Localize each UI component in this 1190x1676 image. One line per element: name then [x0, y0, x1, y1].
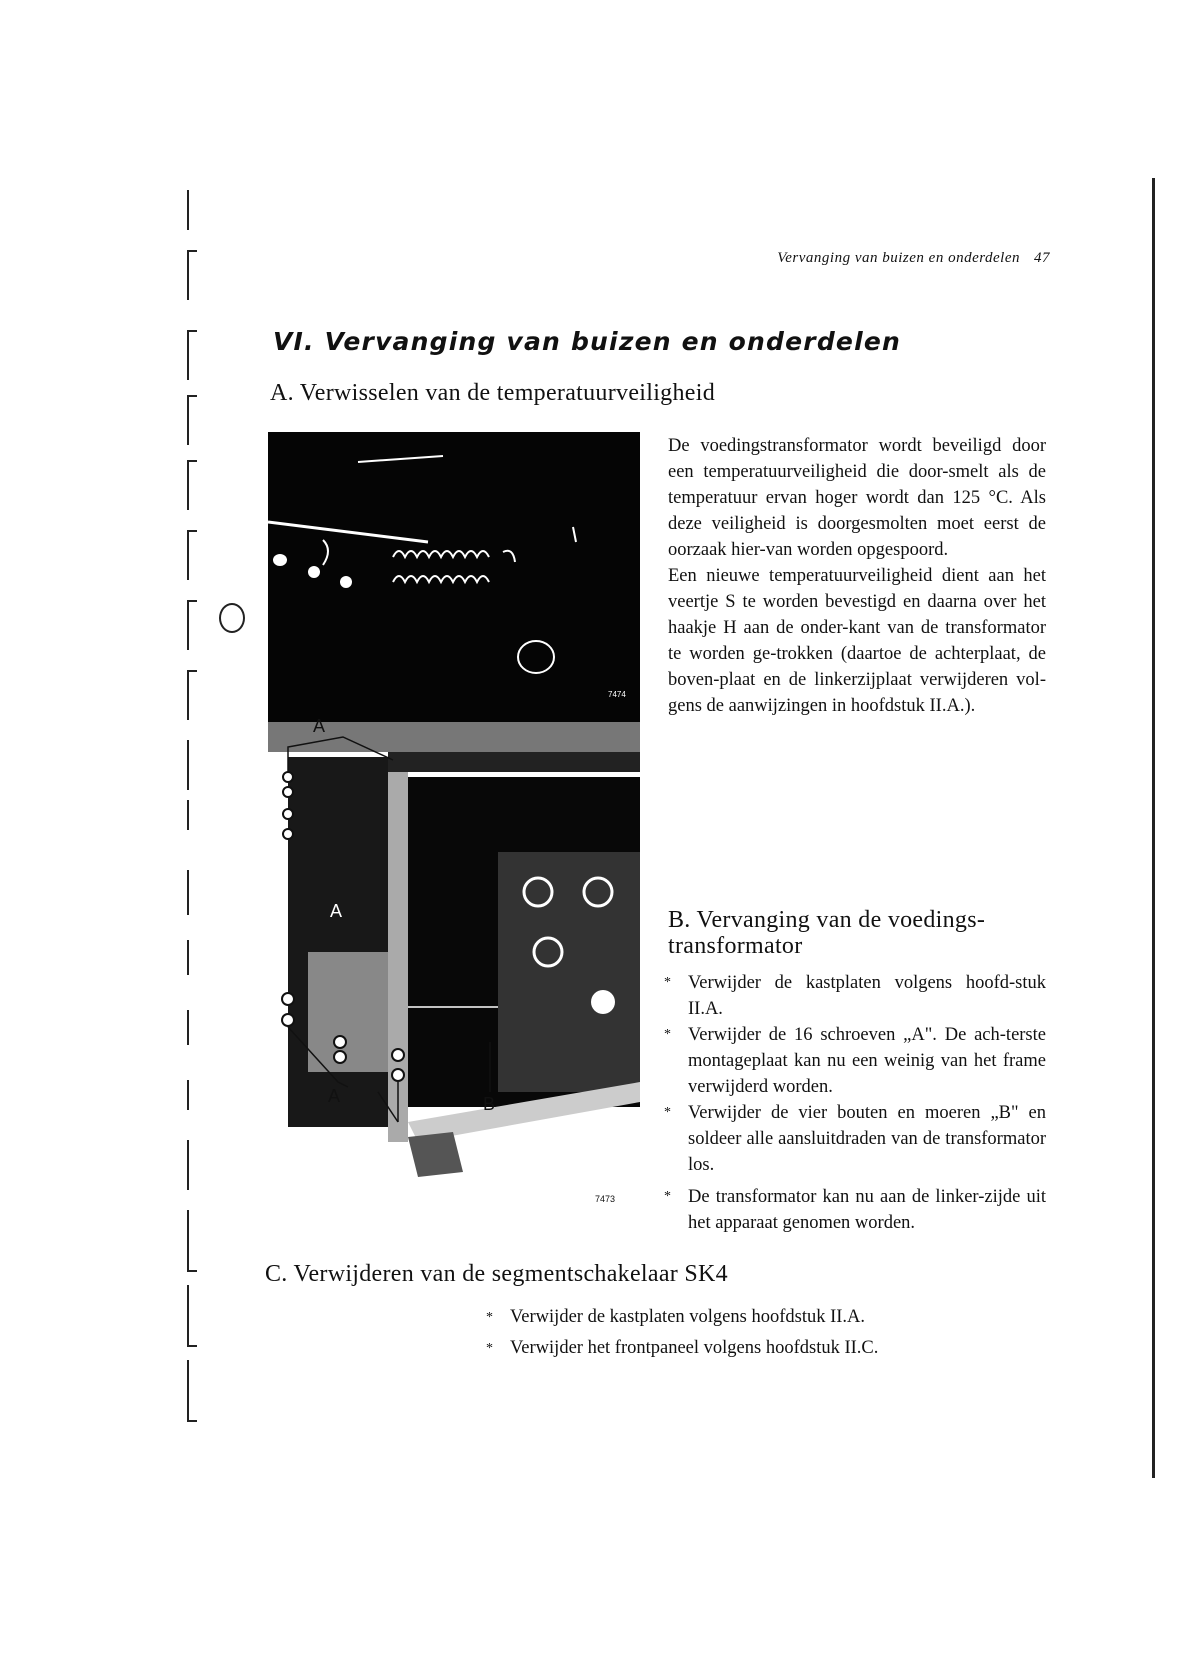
section-a-heading: A. Verwisselen van de temperatuurveiligheid [270, 380, 715, 406]
top-photo-number: 7474 [608, 690, 626, 699]
label-b: B [483, 1094, 496, 1114]
bullet-star-icon: * [664, 1027, 671, 1042]
bullet-star-icon: * [486, 1341, 493, 1356]
paragraph: Een nieuwe temperatuurveiligheid dient aan het veertje S te worden bevestigd en daarna over het haakje H aan de onder-kant van de transformator te worden ge-trokken (daartoe de achterplaat, de boven-plaat en de linkerzijplaat verwijderen vol-gens de aanwijzingen in hoofdstuk II.A.). [668, 566, 1046, 716]
section-c-list [486, 1302, 986, 1364]
label-a-top: A [313, 716, 326, 736]
label-a-bottom: A [328, 1086, 341, 1106]
chapter-title: VI. Vervanging van buizen en onderdelen [273, 327, 902, 356]
section-b-heading: B. Vervanging van de voedings-transformator [668, 907, 986, 959]
list-item-text: Verwijder de kastplaten volgens hoofd-stuk II.A. [688, 973, 1046, 1019]
list-item [486, 1302, 986, 1333]
list-item [664, 1100, 1046, 1178]
bullet-star-icon: * [664, 975, 671, 990]
list-item-text: Verwijder het frontpaneel volgens hoofdstuk II.C. [510, 1338, 879, 1358]
binding-margin-marks [183, 180, 223, 1480]
page-number: 47 [1034, 250, 1050, 266]
section-a-body [668, 433, 1046, 719]
figure-photos-svg [268, 432, 640, 1217]
top-photo-spring [268, 432, 640, 722]
section-c-heading: C. Verwijderen van de segmentschakelaar SK4 [265, 1261, 728, 1287]
bottom-photo-chassis [268, 722, 640, 1177]
list-item-text: Verwijder de vier bouten en moeren „B" en soldeer alle aansluitdraden van de transformator los. [688, 1103, 1046, 1175]
bullet-star-icon: * [664, 1189, 671, 1204]
list-item [486, 1333, 986, 1364]
list-item [664, 1022, 1046, 1100]
bullet-star-icon: * [664, 1105, 671, 1120]
label-a-middle: A [330, 901, 343, 921]
paragraph: De voedingstransformator wordt beveiligd door een temperatuurveiligheid die door-smelt als de temperatuur ervan hoger wordt dan 125 °C. Als deze veiligheid is doorgesmolten moet eerst de oorzaak hier-van worden opgespoord. [668, 436, 1046, 560]
figure-photos [268, 432, 640, 1217]
section-b-list [664, 970, 1046, 1236]
page-edge-line [1152, 178, 1155, 1478]
bullet-star-icon: * [486, 1310, 493, 1325]
list-item-text: Verwijder de kastplaten volgens hoofdstuk II.A. [510, 1307, 866, 1327]
list-item [664, 970, 1046, 1022]
list-item-text: De transformator kan nu aan de linker-zijde uit het apparaat genomen worden. [688, 1187, 1046, 1233]
bottom-photo-number: 7473 [595, 1194, 616, 1204]
list-item [664, 1184, 1046, 1236]
running-title: Vervanging van buizen en onderdelen [777, 250, 1020, 266]
running-header [700, 250, 1050, 267]
list-item-text: Verwijder de 16 schroeven „A". De ach-terste montageplaat kan nu een weinig van het frame verwijderd worden. [688, 1025, 1046, 1097]
